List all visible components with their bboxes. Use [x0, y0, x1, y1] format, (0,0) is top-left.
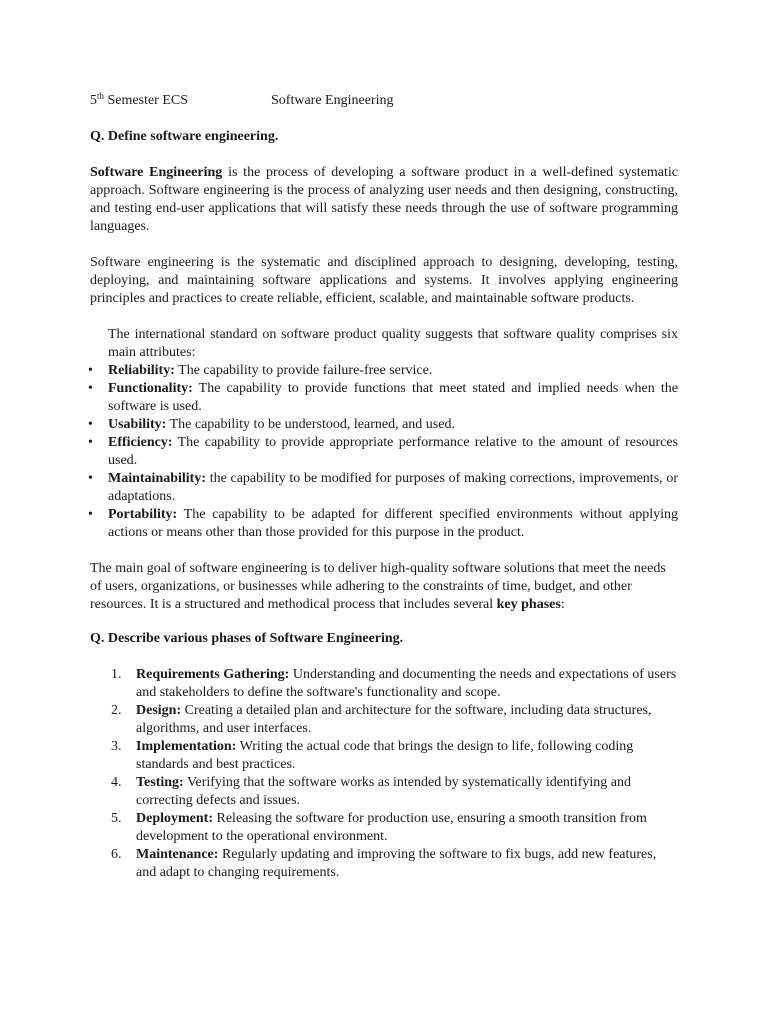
paragraph-definition: [90, 164, 678, 236]
phase-number: 1.: [111, 667, 122, 682]
phase-term: Implementation:: [136, 739, 237, 754]
phase-desc: Understanding and documenting the needs and expectations of users and stakeholders to define the software's functionality and scope.: [136, 667, 677, 700]
bullet-icon: •: [88, 507, 93, 522]
document-page: [90, 92, 678, 882]
phase-term: Maintenance:: [136, 847, 219, 862]
attribute-desc: The capability to provide appropriate performance relative to the amount of resources used.: [108, 435, 678, 468]
attribute-term: Usability:: [108, 417, 167, 432]
paragraph-definition-lead: Software Engineering: [90, 165, 223, 180]
bullet-icon: •: [88, 363, 93, 378]
phase-desc: Writing the actual code that brings the design to life, following coding standards and best practices.: [136, 739, 634, 772]
paragraph-main-goal-end: :: [560, 597, 565, 612]
list-item: [90, 434, 678, 470]
phases-list: [90, 666, 678, 882]
list-item: [90, 774, 678, 810]
phase-desc: Creating a detailed plan and architecture for the software, including data structures, algorithms, and user interfaces.: [136, 703, 652, 736]
phase-desc: Verifying that the software works as intended by systematically identifying and correcting defects and issues.: [136, 775, 631, 808]
question-phases: Q. Describe various phases of Software Engineering.: [90, 631, 404, 646]
attribute-desc: The capability to be understood, learned, and used.: [166, 417, 455, 432]
phase-number: 3.: [111, 739, 122, 754]
attribute-term: Portability:: [108, 507, 178, 522]
subject-label: Software Engineering: [271, 93, 394, 108]
paragraph-definition-text: is the process of developing a software product in a well-defined systematic approach. Software engineering is the process of analyzing user needs and then designing, constructing, and testing end-user applications that will satisfy these needs through the use of software programming languages.: [90, 165, 679, 234]
phase-term: Design:: [136, 703, 182, 718]
attribute-term: Efficiency:: [108, 435, 173, 450]
phase-term: Requirements Gathering:: [136, 667, 290, 682]
semester-rest: Semester ECS: [104, 93, 189, 108]
phase-number: 5.: [111, 811, 122, 826]
list-item: [90, 362, 678, 380]
semester-label: [90, 92, 271, 110]
list-item: [90, 666, 678, 702]
paragraph-main-goal: [90, 560, 678, 614]
list-item: [90, 810, 678, 846]
key-phases-label: key phases: [496, 597, 561, 612]
list-item: [90, 846, 678, 882]
question-define: Q. Define software engineering.: [90, 129, 279, 144]
page-header: [90, 92, 678, 112]
phase-desc: Regularly updating and improving the software to fix bugs, add new features, and adapt to changing requirements.: [136, 847, 657, 880]
phase-term: Testing:: [136, 775, 184, 790]
bullet-icon: •: [88, 381, 93, 396]
phase-number: 2.: [111, 703, 122, 718]
list-item: [90, 416, 678, 434]
bullet-icon: •: [88, 417, 93, 432]
phase-desc: Releasing the software for production use, ensuring a smooth transition from development to the operational environment.: [136, 811, 647, 844]
attribute-term: Reliability:: [108, 363, 175, 378]
phase-term: Deployment:: [136, 811, 213, 826]
semester-number: 5: [90, 93, 97, 108]
quality-attributes-list: [90, 362, 678, 542]
bullet-icon: •: [88, 435, 93, 450]
phase-number: 6.: [111, 847, 122, 862]
phase-number: 4.: [111, 775, 122, 790]
attribute-desc: The capability to provide failure-free service.: [174, 363, 433, 378]
list-item: [90, 470, 678, 506]
attribute-desc: The capability to provide functions that meet stated and implied needs when the software is used.: [108, 381, 678, 414]
list-item: [90, 506, 678, 542]
list-item: [90, 702, 678, 738]
list-item: [90, 380, 678, 416]
semester-suffix: th: [97, 91, 105, 101]
paragraph-systematic: Software engineering is the systematic and disciplined approach to designing, developing, testing, deploying, and maintaining software applications and systems. It involves applying engineering principles and practices to create reliable, efficient, scalable, and maintainable software products.: [90, 255, 678, 306]
paragraph-quality-standard: The international standard on software product quality suggests that software quality comprises six main attributes:: [108, 327, 678, 360]
attribute-term: Functionality:: [108, 381, 193, 396]
attribute-desc: the capability to be modified for purposes of making corrections, improvements, or adaptations.: [108, 471, 678, 504]
list-item: [90, 738, 678, 774]
attribute-desc: The capability to be adapted for different specified environments without applying actions or means other than those provided for this purpose in the product.: [108, 507, 678, 540]
attribute-term: Maintainability:: [108, 471, 207, 486]
bullet-icon: •: [88, 471, 93, 486]
paragraph-main-goal-text: The main goal of software engineering is to deliver high-quality software solutions that meet the needs of users, organizations, or businesses while adhering to the constraints of time, budget, and other resources. It is a structured and methodical process that includes several: [90, 561, 666, 612]
